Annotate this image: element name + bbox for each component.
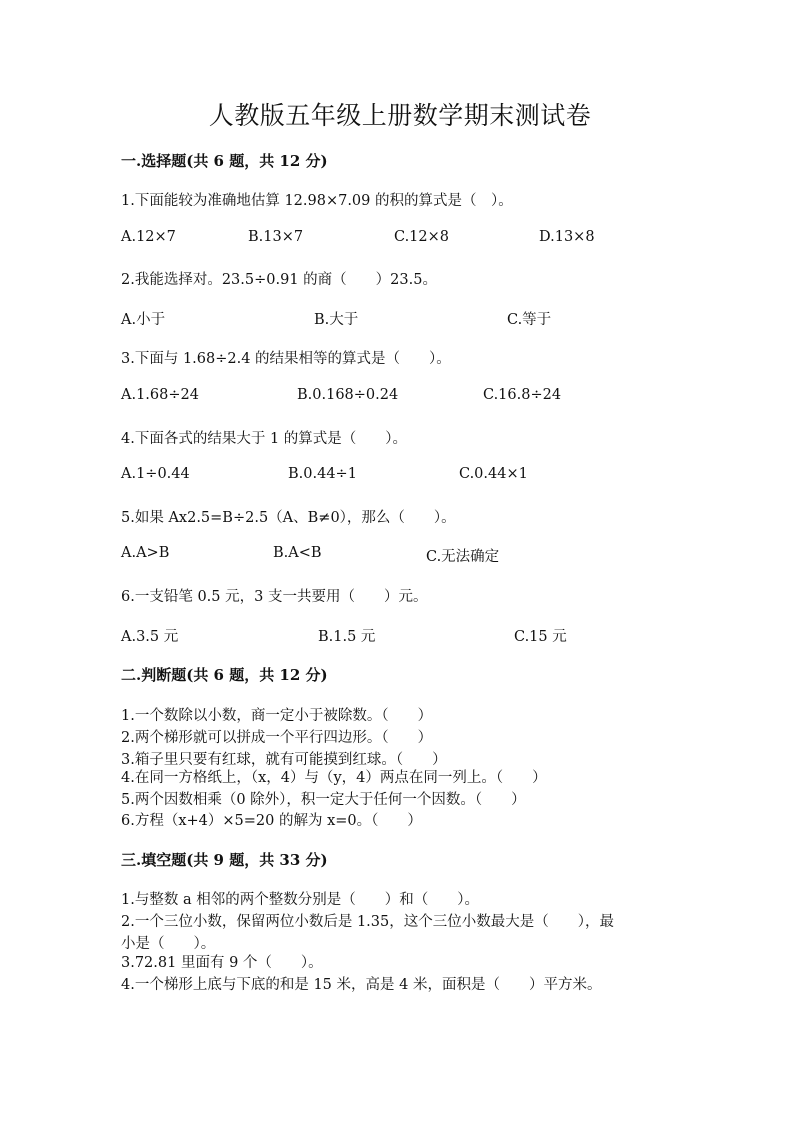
option[interactable]: C.等于 bbox=[507, 312, 552, 328]
option[interactable]: B.1.5 元 bbox=[318, 629, 376, 645]
options-row bbox=[121, 466, 681, 486]
fill-in-item: 1.与整数 a 相邻的两个整数分别是（ ）和（ ）。 bbox=[121, 892, 479, 908]
option[interactable]: A.小于 bbox=[121, 312, 166, 328]
option[interactable]: C.无法确定 bbox=[426, 549, 500, 565]
judgment-item: 5.两个因数相乘（0 除外），积一定大于任何一个因数。（ ） bbox=[121, 792, 526, 808]
options-row bbox=[121, 387, 681, 407]
question-text: 3.下面与 1.68÷2.4 的结果相等的算式是（ ）。 bbox=[121, 351, 451, 367]
judgment-item: 2.两个梯形就可以拼成一个平行四边形。（ ） bbox=[121, 730, 433, 746]
options-row bbox=[121, 308, 681, 328]
option[interactable]: D.13×8 bbox=[539, 229, 595, 245]
question-text: 5.如果 Ax2.5=B÷2.5（A、B≠0），那么（ ）。 bbox=[121, 510, 456, 526]
option[interactable]: A.A>B bbox=[121, 545, 170, 561]
option[interactable]: B.0.168÷0.24 bbox=[297, 387, 399, 403]
judgment-item: 4.在同一方格纸上，（x，4）与（y，4）两点在同一列上。（ ） bbox=[121, 770, 547, 786]
option[interactable]: B.A<B bbox=[273, 545, 322, 561]
fill-in-item-continuation: 小是（ ）。 bbox=[121, 936, 216, 952]
section-heading-judgment: 二.判断题(共 6 题，共 12 分) bbox=[121, 666, 328, 684]
options-row bbox=[121, 625, 681, 645]
option[interactable]: C.0.44×1 bbox=[459, 466, 528, 482]
fill-in-item: 4.一个梯形上底与下底的和是 15 米，高是 4 米，面积是（ ）平方米。 bbox=[121, 977, 602, 993]
option[interactable]: B.大于 bbox=[314, 312, 359, 328]
options-row bbox=[121, 229, 681, 249]
question-text: 2.我能选择对。23.5÷0.91 的商（ ）23.5。 bbox=[121, 272, 437, 288]
question-text: 4.下面各式的结果大于 1 的算式是（ ）。 bbox=[121, 431, 408, 447]
option[interactable]: C.16.8÷24 bbox=[483, 387, 562, 403]
fill-in-item: 2.一个三位小数，保留两位小数后是 1.35，这个三位小数最大是（ ），最 bbox=[121, 914, 614, 930]
fill-in-item: 3.72.81 里面有 9 个（ ）。 bbox=[121, 955, 323, 971]
option[interactable]: A.12×7 bbox=[121, 229, 176, 245]
option[interactable]: A.1.68÷24 bbox=[121, 387, 199, 403]
question-text: 1.下面能较为准确地估算 12.98×7.09 的积的算式是（ ）。 bbox=[121, 193, 513, 209]
page-title: 人教版五年级上册数学期末测试卷 bbox=[208, 101, 592, 130]
option[interactable]: C.15 元 bbox=[514, 629, 567, 645]
judgment-item: 3.箱子里只要有红球，就有可能摸到红球。（ ） bbox=[121, 752, 447, 768]
judgment-item: 6.方程（x+4）×5=20 的解为 x=0。（ ） bbox=[121, 813, 422, 829]
option[interactable]: A.3.5 元 bbox=[121, 629, 179, 645]
judgment-item: 1.一个数除以小数，商一定小于被除数。（ ） bbox=[121, 708, 433, 724]
section-heading-choice: 一.选择题(共 6 题，共 12 分) bbox=[121, 152, 328, 170]
option[interactable]: B.13×7 bbox=[248, 229, 304, 245]
question-text: 6.一支铅笔 0.5 元，3 支一共要用（ ）元。 bbox=[121, 589, 428, 605]
options-row bbox=[121, 545, 681, 565]
section-heading-fill-in: 三.填空题(共 9 题，共 33 分) bbox=[121, 851, 328, 869]
option[interactable]: C.12×8 bbox=[394, 229, 450, 245]
option[interactable]: B.0.44÷1 bbox=[288, 466, 357, 482]
option[interactable]: A.1÷0.44 bbox=[121, 466, 190, 482]
